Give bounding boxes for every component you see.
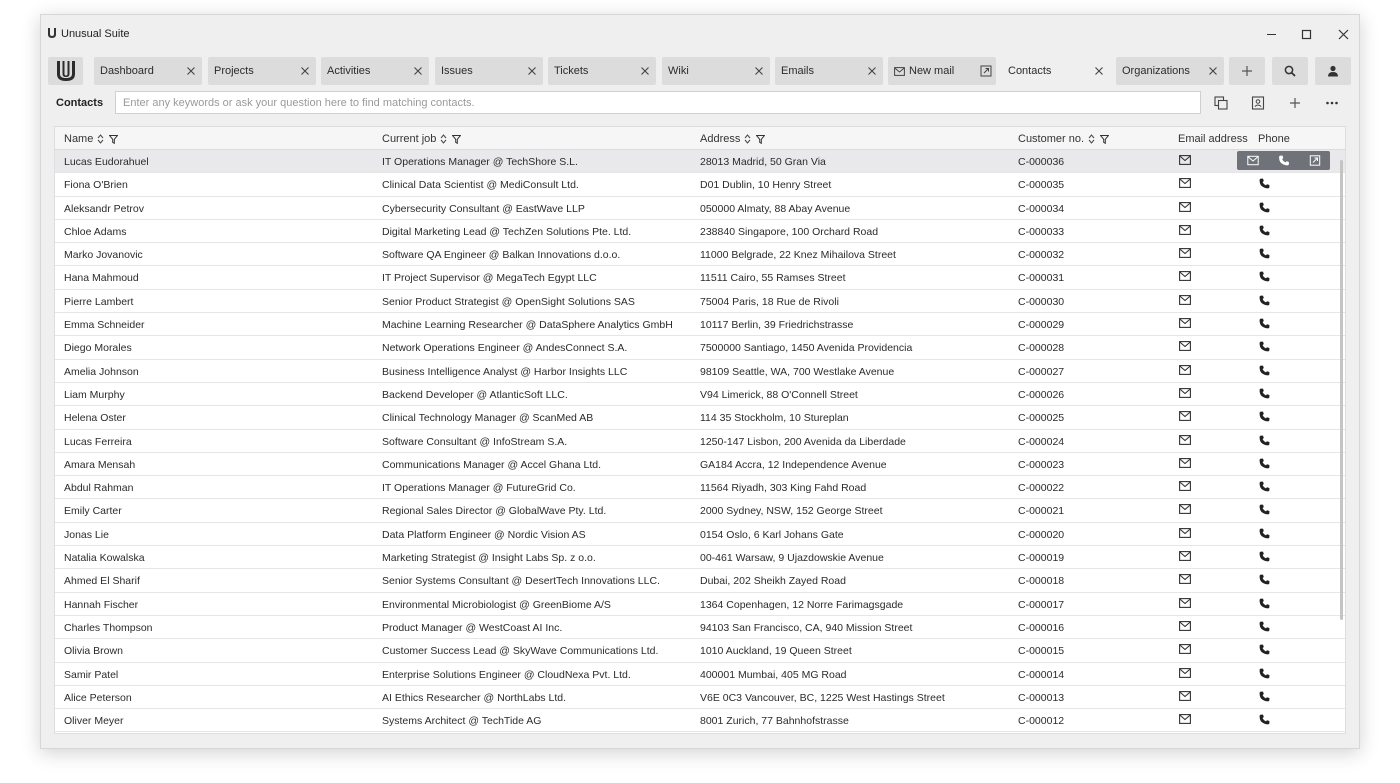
close-icon[interactable] [754, 66, 764, 76]
cell-customer-no: C-000033 [1018, 225, 1065, 238]
page-title: Contacts [56, 97, 104, 109]
cell-customer-no: C-000020 [1018, 528, 1065, 541]
table-row[interactable] [55, 383, 1345, 406]
cell-address: 0154 Oslo, 6 Karl Johans Gate [700, 528, 844, 541]
cell-name: Emily Carter [64, 505, 122, 518]
close-icon[interactable] [1094, 66, 1104, 76]
mail-icon[interactable] [1179, 481, 1191, 491]
mail-icon[interactable] [1179, 714, 1191, 724]
phone-icon[interactable] [1259, 248, 1270, 259]
column-header-address[interactable] [700, 133, 765, 145]
contacts-toolbar [41, 91, 1359, 115]
cell-name: Olivia Brown [64, 645, 123, 658]
cell-name: Hana Mahmoud [64, 272, 139, 285]
cell-customer-no: C-000012 [1018, 715, 1065, 728]
open-external-icon [1309, 155, 1321, 166]
cell-customer-no: C-000013 [1018, 691, 1065, 704]
mail-icon[interactable] [1179, 155, 1191, 165]
table-row[interactable] [55, 593, 1345, 616]
table-row[interactable] [55, 709, 1345, 732]
tab-label: Projects [214, 65, 254, 77]
cell-current-job: Product Manager @ WestCoast AI Inc. [382, 621, 563, 634]
phone-icon[interactable] [1259, 598, 1270, 609]
mail-icon[interactable] [1179, 411, 1191, 421]
app-menu-button[interactable] [48, 57, 83, 85]
mail-icon[interactable] [1179, 528, 1191, 538]
filter-icon[interactable] [452, 135, 461, 144]
phone-icon[interactable] [1259, 225, 1270, 236]
mail-icon[interactable] [1179, 271, 1191, 281]
sort-icon[interactable] [440, 134, 447, 144]
phone-icon[interactable] [1259, 318, 1270, 329]
table-row[interactable] [55, 150, 1345, 173]
cell-customer-no: C-000036 [1018, 156, 1065, 168]
open-contact-button[interactable] [1299, 151, 1330, 170]
cell-current-job: Software Consultant @ InfoStream S.A. [382, 435, 568, 448]
mail-icon[interactable] [1179, 202, 1191, 212]
close-icon[interactable] [640, 66, 650, 76]
cell-address: 11511 Cairo, 55 Ramses Street [700, 272, 846, 285]
phone-icon[interactable] [1259, 551, 1270, 562]
phone-icon[interactable] [1259, 435, 1270, 446]
mail-icon[interactable] [1179, 644, 1191, 654]
minimize-icon [1266, 29, 1277, 40]
cell-address: 75004 Paris, 18 Rue de Rivoli [700, 295, 839, 308]
phone-icon[interactable] [1259, 621, 1270, 632]
column-header-email [1178, 133, 1248, 145]
minimize-button[interactable] [1259, 23, 1283, 45]
table-row[interactable] [55, 313, 1345, 336]
tab-label: Dashboard [100, 65, 154, 77]
column-header-job[interactable] [382, 133, 461, 145]
cell-address: 2000 Sydney, NSW, 152 George Street [700, 505, 883, 518]
table-row[interactable] [55, 220, 1345, 243]
table-row[interactable] [55, 616, 1345, 639]
close-icon[interactable] [413, 66, 423, 76]
mail-icon[interactable] [1179, 551, 1191, 561]
tab-contacts[interactable] [1002, 57, 1110, 85]
cell-current-job: Regional Sales Director @ GlobalWave Pty. Ltd. [382, 505, 607, 518]
new-tab-button[interactable] [1229, 57, 1265, 85]
cell-current-job: IT Operations Manager @ FutureGrid Co. [382, 482, 576, 495]
sort-icon[interactable] [744, 134, 751, 144]
cell-name: Natalia Kowalska [64, 552, 145, 565]
close-icon[interactable] [867, 66, 877, 76]
column-header-customer-no[interactable] [1018, 133, 1109, 145]
column-label: Name [64, 133, 94, 145]
phone-icon[interactable] [1259, 341, 1270, 352]
table-row[interactable] [55, 197, 1345, 220]
tab-label: Activities [327, 65, 371, 77]
cell-current-job: Systems Architect @ TechTide AG [382, 715, 542, 728]
close-icon [1338, 29, 1349, 40]
user-icon [1327, 65, 1339, 77]
phone-icon[interactable] [1259, 411, 1270, 422]
table-row[interactable] [55, 663, 1345, 686]
phone-icon[interactable] [1259, 178, 1270, 189]
cell-current-job: IT Project Supervisor @ MegaTech Egypt LLC [382, 272, 597, 285]
cell-name: Hannah Fischer [64, 598, 139, 611]
cell-name: Abdul Rahman [64, 482, 134, 495]
search-icon [1284, 65, 1296, 77]
cell-customer-no: C-000032 [1018, 249, 1065, 262]
mail-icon[interactable] [1179, 504, 1191, 514]
cell-customer-no: C-000022 [1018, 482, 1065, 495]
phone-icon[interactable] [1259, 691, 1270, 702]
cell-address: 1250-147 Lisbon, 200 Avenida da Liberdade [700, 435, 906, 448]
column-header-phone [1258, 133, 1290, 145]
cell-customer-no: C-000018 [1018, 575, 1065, 588]
maximize-icon [1301, 29, 1312, 40]
mail-icon[interactable] [1179, 691, 1191, 701]
contacts-table [54, 126, 1346, 734]
table-row[interactable] [55, 546, 1345, 569]
cell-address: 8001 Zurich, 77 Bahnhofstrasse [700, 715, 849, 728]
tab-label: Tickets [554, 65, 589, 77]
table-row[interactable] [55, 476, 1345, 499]
plus-icon [1241, 65, 1253, 77]
tab-dashboard[interactable] [94, 57, 202, 85]
cell-address: 10117 Berlin, 39 Friedrichstrasse [700, 319, 854, 332]
cell-name: Amelia Johnson [64, 365, 139, 378]
mail-icon[interactable] [1179, 668, 1191, 678]
contact-card-button[interactable] [1249, 94, 1267, 112]
column-label: Address [700, 133, 741, 145]
cell-customer-no: C-000017 [1018, 598, 1065, 611]
mail-icon[interactable] [1179, 225, 1191, 235]
tab-projects[interactable] [208, 57, 316, 85]
phone-icon[interactable] [1259, 295, 1270, 306]
cell-name: Helena Oster [64, 412, 126, 425]
tab-new-mail[interactable] [888, 57, 996, 85]
more-options-button[interactable] [1323, 94, 1341, 112]
cell-address: 1010 Auckland, 19 Queen Street [700, 645, 852, 658]
tab-label: Emails [781, 65, 815, 77]
tab-label: Issues [441, 65, 473, 77]
filter-icon[interactable] [1100, 135, 1109, 144]
cell-current-job: Marketing Strategist @ Insight Labs Sp. z o.o. [382, 552, 596, 565]
cell-customer-no: C-000027 [1018, 365, 1065, 378]
cell-address: V6E 0C3 Vancouver, BC, 1225 West Hastings Street [700, 691, 945, 704]
cell-customer-no: C-000023 [1018, 458, 1065, 471]
cell-customer-no: C-000035 [1018, 179, 1065, 192]
column-label: Phone [1258, 133, 1290, 145]
tab-label: Organizations [1122, 65, 1190, 77]
phone-icon[interactable] [1259, 481, 1270, 492]
contact-card-icon [1251, 96, 1265, 110]
copy-button[interactable] [1212, 94, 1230, 112]
tab-tickets[interactable] [548, 57, 656, 85]
cell-name: Pierre Lambert [64, 295, 134, 308]
cell-current-job: Machine Learning Researcher @ DataSphere Analytics GmbH [382, 319, 673, 332]
mail-icon[interactable] [1179, 574, 1191, 584]
cell-current-job: Network Operations Engineer @ AndesConnect S.A. [382, 342, 628, 355]
column-label: Current job [382, 133, 437, 145]
cell-address: V94 Limerick, 88 O'Connell Street [700, 388, 858, 401]
cell-current-job: Cybersecurity Consultant @ EastWave LLP [382, 202, 585, 215]
tab-label: Contacts [1008, 65, 1052, 77]
phone-icon[interactable] [1259, 202, 1270, 213]
phone-icon[interactable] [1259, 271, 1270, 282]
cell-name: Liam Murphy [64, 388, 125, 401]
cell-address: 28013 Madrid, 50 Gran Via [700, 156, 826, 168]
cell-current-job: Software QA Engineer @ Balkan Innovations d.o.o. [382, 249, 621, 262]
app-logo-icon [56, 60, 76, 82]
cell-current-job: Business Intelligence Analyst @ Harbor Insights LLC [382, 365, 628, 378]
column-label: Customer no. [1018, 133, 1085, 145]
mail-icon[interactable] [1179, 388, 1191, 398]
cell-name: Chloe Adams [64, 225, 127, 238]
column-header-name[interactable] [64, 133, 118, 145]
phone-icon [1278, 155, 1290, 166]
cell-current-job: Environmental Microbiologist @ GreenBiome A/S [382, 598, 611, 611]
phone-icon[interactable] [1259, 528, 1270, 539]
app-logo-icon [48, 28, 56, 38]
table-row[interactable] [55, 266, 1345, 289]
sort-icon[interactable] [1088, 134, 1095, 144]
mail-icon[interactable] [1179, 248, 1191, 258]
cell-name: Emma Schneider [64, 319, 145, 332]
row-actions-toolbar [1237, 151, 1330, 170]
mail-icon[interactable] [1179, 178, 1191, 188]
mail-icon [894, 67, 905, 76]
cell-customer-no: C-000034 [1018, 202, 1065, 215]
phone-icon[interactable] [1259, 365, 1270, 376]
cell-current-job: Backend Developer @ AtlanticSoft LLC. [382, 388, 568, 401]
cell-name: Lucas Eudorahuel [64, 156, 149, 168]
tab-bar [41, 57, 1359, 85]
cell-name: Aleksandr Petrov [64, 202, 144, 215]
cell-name: Alice Peterson [64, 691, 132, 704]
table-row[interactable] [55, 173, 1345, 196]
cell-name: Oliver Meyer [64, 715, 124, 728]
table-row[interactable] [55, 686, 1345, 709]
window-title: Unusual Suite [61, 28, 130, 40]
cell-address: 11564 Riyadh, 303 King Fahd Road [700, 482, 867, 495]
phone-icon[interactable] [1259, 504, 1270, 515]
cell-customer-no: C-000015 [1018, 645, 1065, 658]
cell-current-job: Senior Product Strategist @ OpenSight Solutions SAS [382, 295, 635, 308]
table-row[interactable] [55, 499, 1345, 522]
cell-address: 11000 Belgrade, 22 Knez Mihailova Street [700, 249, 896, 262]
table-row[interactable] [55, 290, 1345, 313]
cell-name: Marko Jovanovic [64, 249, 143, 262]
phone-icon[interactable] [1259, 458, 1270, 469]
copy-icon [1214, 96, 1228, 110]
open-in-window-icon[interactable] [980, 65, 992, 77]
cell-address: 7500000 Santiago, 1450 Avenida Providencia [700, 342, 913, 355]
cell-address: GA184 Accra, 12 Independence Avenue [700, 458, 887, 471]
cell-name: Jonas Lie [64, 528, 109, 541]
plus-icon [1288, 96, 1302, 110]
search-input[interactable] [115, 91, 1201, 114]
tab-label: Wiki [668, 65, 689, 77]
cell-address: 400001 Mumbai, 405 MG Road [700, 668, 847, 681]
cell-name: Samir Patel [64, 668, 119, 681]
cell-address: D01 Dublin, 10 Henry Street [700, 179, 832, 192]
maximize-button[interactable] [1294, 23, 1318, 45]
cell-customer-no: C-000031 [1018, 272, 1065, 285]
cell-address: Dubai, 202 Sheikh Zayed Road [700, 575, 846, 588]
cell-current-job: Senior Systems Consultant @ DesertTech Innovations LLC. [382, 575, 660, 588]
mail-icon[interactable] [1179, 435, 1191, 445]
table-row[interactable] [55, 523, 1345, 546]
cell-current-job: Clinical Technology Manager @ ScanMed AB [382, 412, 594, 425]
cell-current-job: AI Ethics Researcher @ NorthLabs Ltd. [382, 691, 566, 704]
cell-current-job: Enterprise Solutions Engineer @ CloudNexa Pvt. Ltd. [382, 668, 631, 681]
cell-customer-no: C-000028 [1018, 342, 1065, 355]
table-body [55, 150, 1345, 732]
mail-icon [1247, 155, 1259, 166]
cell-address: 94103 San Francisco, CA, 940 Mission Street [700, 621, 913, 634]
cell-name: Ahmed El Sharif [64, 575, 140, 588]
mail-icon[interactable] [1179, 341, 1191, 351]
cell-current-job: Digital Marketing Lead @ TechZen Solutions Pte. Ltd. [382, 225, 632, 238]
cell-address: 00-461 Warsaw, 9 Ujazdowskie Avenue [700, 552, 884, 565]
cell-name: Diego Morales [64, 342, 132, 355]
cell-customer-no: C-000025 [1018, 412, 1065, 425]
cell-name: Fiona O'Brien [64, 179, 128, 192]
mail-icon[interactable] [1179, 295, 1191, 305]
phone-icon[interactable] [1259, 714, 1270, 725]
table-row[interactable] [55, 336, 1345, 359]
cell-name: Charles Thompson [64, 621, 153, 634]
cell-customer-no: C-000024 [1018, 435, 1065, 448]
tab-wiki[interactable] [662, 57, 770, 85]
cell-current-job: Customer Success Lead @ SkyWave Communications Ltd. [382, 645, 659, 658]
cell-customer-no: C-000030 [1018, 295, 1065, 308]
cell-current-job: IT Operations Manager @ TechShore S.L. [382, 156, 578, 168]
cell-current-job: Data Platform Engineer @ Nordic Vision AS [382, 528, 586, 541]
cell-current-job: Communications Manager @ Accel Ghana Ltd. [382, 458, 602, 471]
call-button[interactable] [1268, 151, 1299, 170]
table-row[interactable] [55, 569, 1345, 592]
mail-icon[interactable] [1179, 598, 1191, 608]
app-window [40, 14, 1360, 749]
mail-icon[interactable] [1179, 365, 1191, 375]
mail-icon[interactable] [1179, 318, 1191, 328]
phone-icon[interactable] [1259, 668, 1270, 679]
cell-address: 238840 Singapore, 100 Orchard Road [700, 225, 879, 238]
send-email-button[interactable] [1237, 151, 1268, 170]
cell-address: 98109 Seattle, WA, 700 Westlake Avenue [700, 365, 895, 378]
more-icon [1325, 96, 1339, 110]
phone-icon[interactable] [1259, 644, 1270, 655]
tab-organizations[interactable] [1116, 57, 1224, 85]
table-row[interactable] [55, 430, 1345, 453]
tab-emails[interactable] [775, 57, 883, 85]
tab-label: New mail [909, 65, 955, 77]
filter-icon[interactable] [109, 135, 118, 144]
table-row[interactable] [55, 406, 1345, 429]
close-window-button[interactable] [1331, 23, 1355, 45]
cell-customer-no: C-000014 [1018, 668, 1065, 681]
cell-customer-no: C-000026 [1018, 388, 1065, 401]
tab-issues[interactable] [435, 57, 543, 85]
mail-icon[interactable] [1179, 458, 1191, 468]
cell-address: 1364 Copenhagen, 12 Norre Farimagsgade [700, 598, 904, 611]
cell-name: Amara Mensah [64, 458, 136, 471]
user-profile-button[interactable] [1315, 57, 1351, 85]
table-row[interactable] [55, 639, 1345, 662]
cell-customer-no: C-000029 [1018, 319, 1065, 332]
tab-activities[interactable] [321, 57, 429, 85]
table-row[interactable] [55, 360, 1345, 383]
cell-customer-no: C-000019 [1018, 552, 1065, 565]
close-icon[interactable] [527, 66, 537, 76]
phone-icon[interactable] [1259, 574, 1270, 585]
column-label: Email address [1178, 133, 1248, 145]
table-row[interactable] [55, 243, 1345, 266]
table-row[interactable] [55, 453, 1345, 476]
global-search-button[interactable] [1272, 57, 1308, 85]
close-icon[interactable] [186, 66, 196, 76]
mail-icon[interactable] [1179, 621, 1191, 631]
cell-customer-no: C-000016 [1018, 621, 1065, 634]
phone-icon[interactable] [1259, 388, 1270, 399]
add-contact-button[interactable] [1286, 94, 1304, 112]
filter-icon[interactable] [756, 135, 765, 144]
close-icon[interactable] [300, 66, 310, 76]
cell-name: Lucas Ferreira [64, 435, 132, 448]
cell-customer-no: C-000021 [1018, 505, 1065, 518]
cell-address: 050000 Almaty, 88 Abay Avenue [700, 202, 851, 215]
vertical-scrollbar[interactable] [1340, 160, 1343, 620]
sort-icon[interactable] [97, 134, 104, 144]
title-bar [41, 15, 1359, 49]
cell-current-job: Clinical Data Scientist @ MediConsult Ltd. [382, 179, 579, 192]
table-header [55, 127, 1345, 150]
close-icon[interactable] [1208, 66, 1218, 76]
cell-address: 114 35 Stockholm, 10 Stureplan [700, 412, 849, 425]
